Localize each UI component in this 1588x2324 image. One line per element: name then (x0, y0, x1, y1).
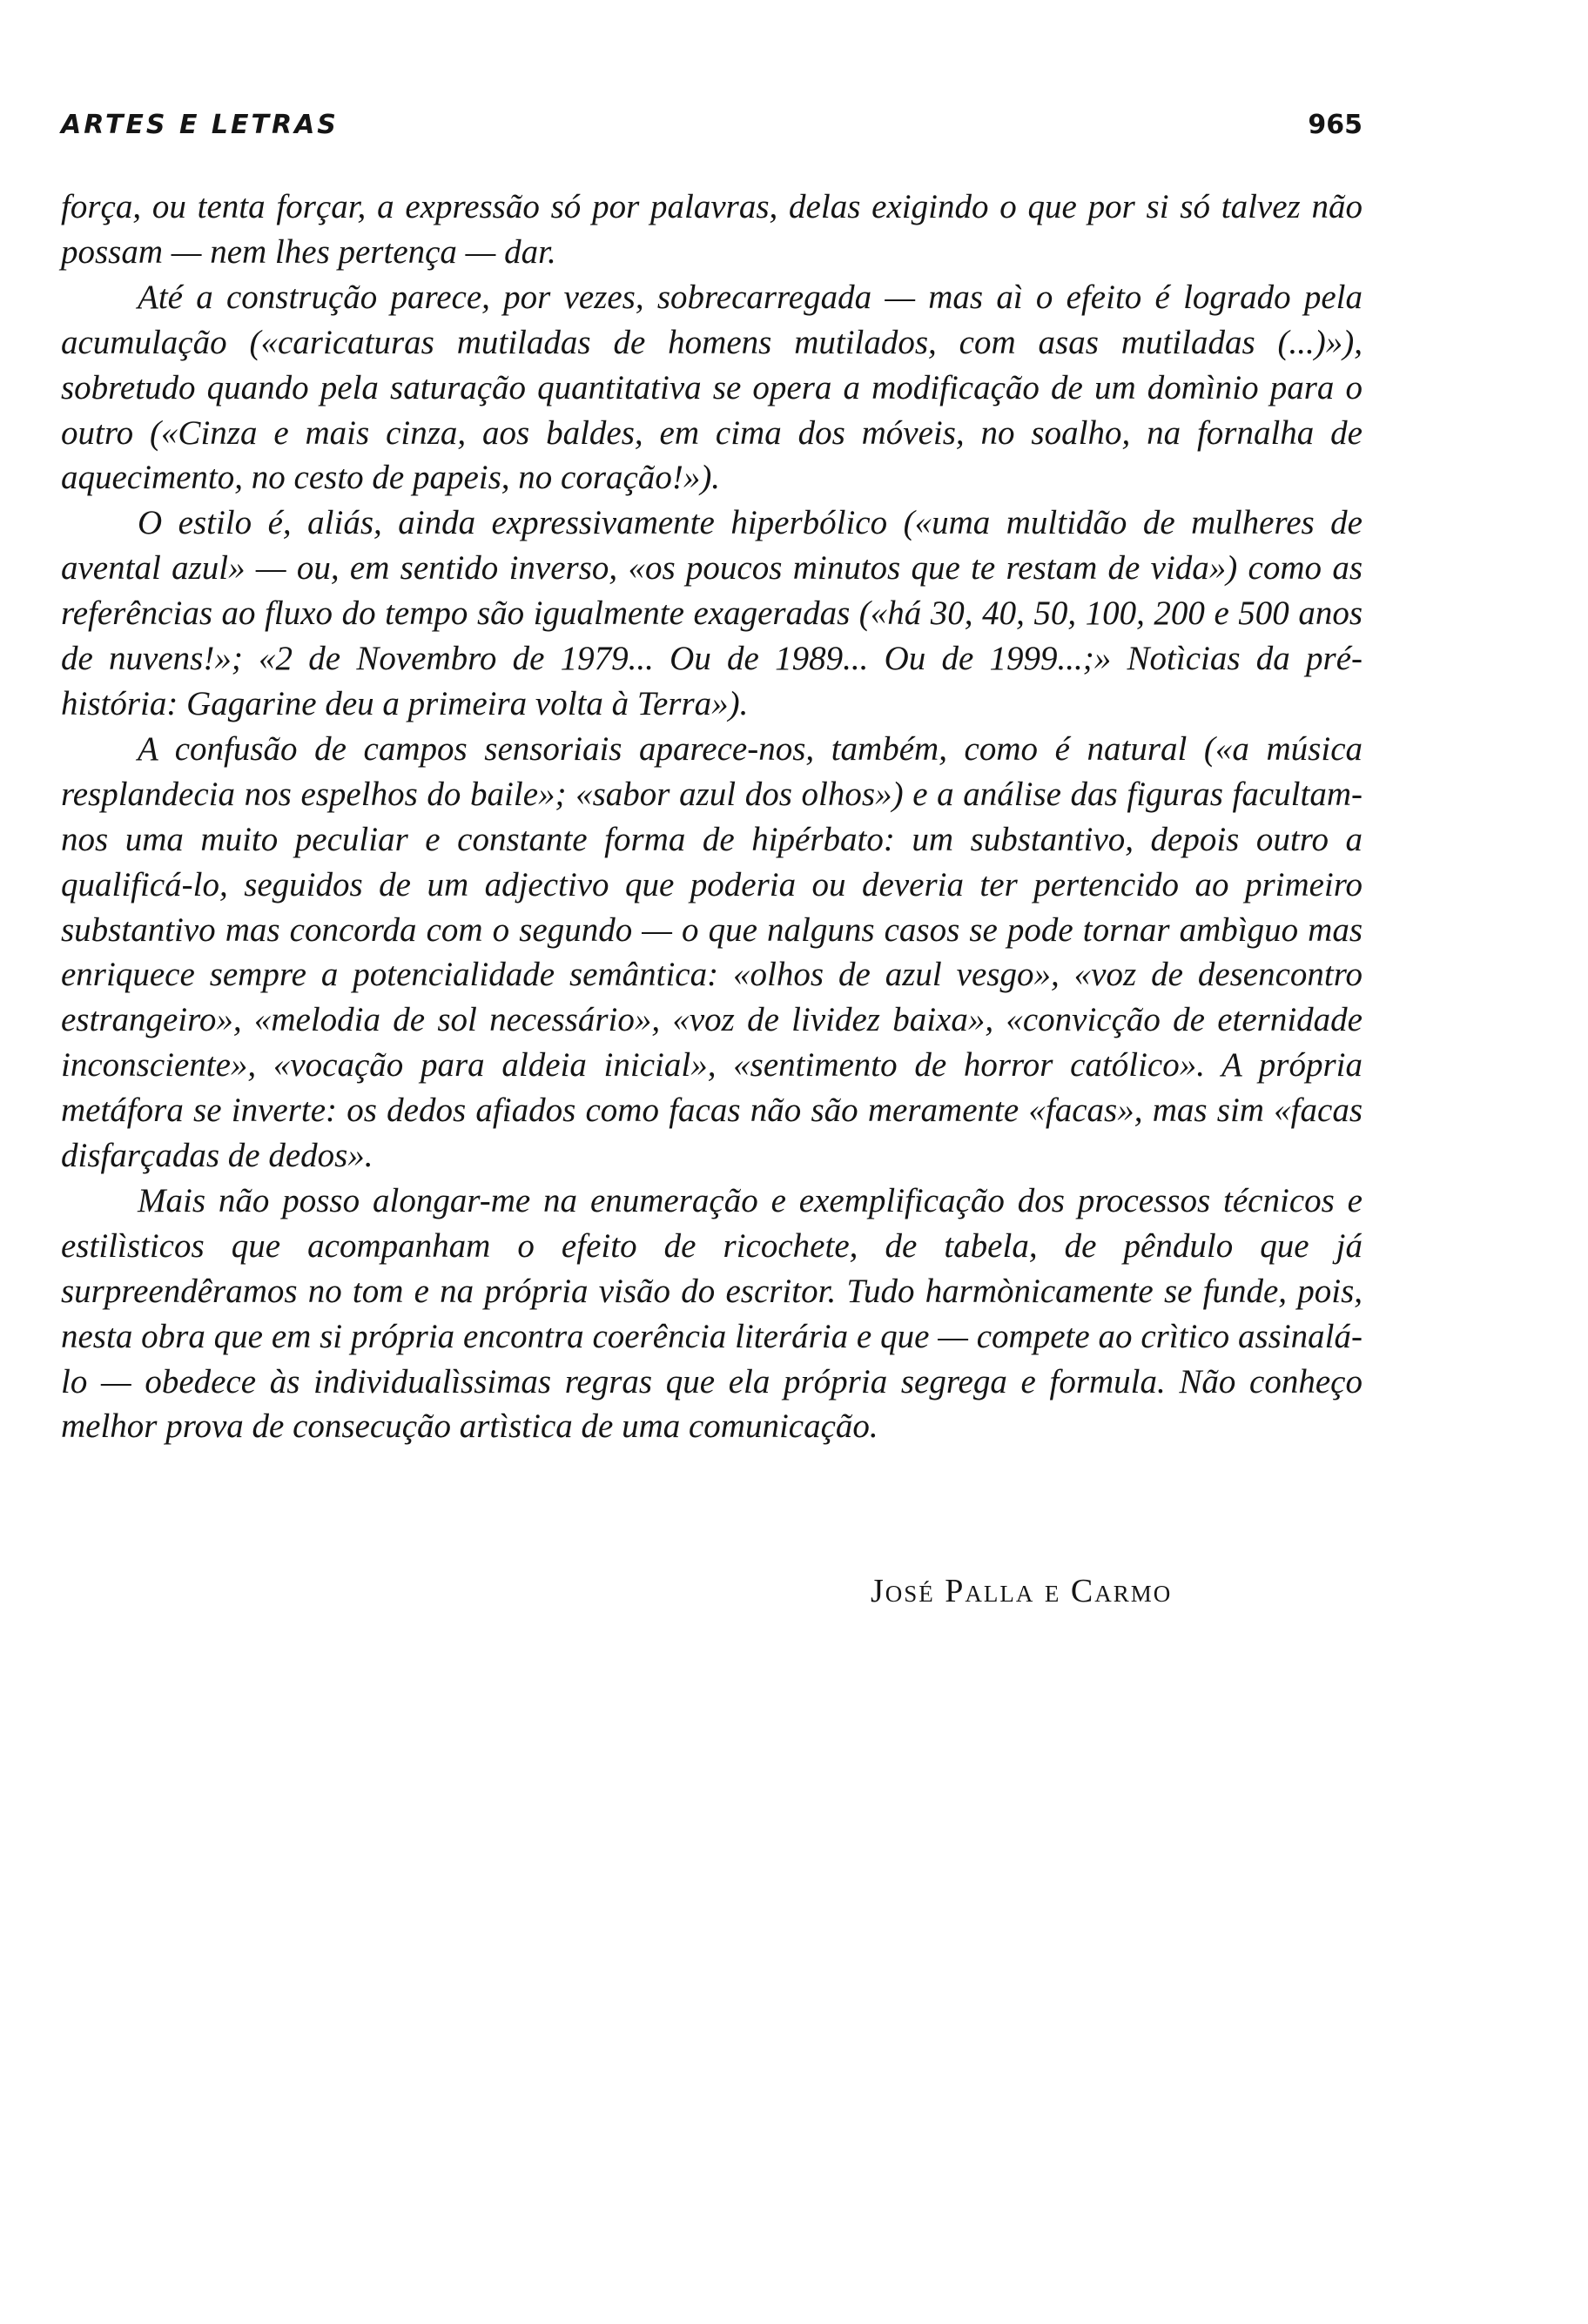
paragraph: Até a construção parece, por vezes, sobrecarregada — mas aì o efeito é logrado pela acumulação («caricaturas mutiladas de homens mutilados, com asas mutiladas (...)»), sobretudo quando pela saturação quantitativa se opera a modificação de um domìnio para o outro («Cinza e mais cinza, aos baldes, em cima dos móveis, no soalho, na fornalha de aquecimento, no cesto de papeis, no coração!»). (61, 278, 1363, 497)
running-head: ARTES E LETRAS (61, 110, 339, 140)
paragraph: A confusão de campos sensoriais aparece-nos, também, como é natural («a música resplandecia nos espelhos do baile»; «sabor azul dos olhos») e a análise das figuras facultam-nos uma muito peculiar e constante forma de hipérbato: um substantivo, depois outro a qualificá-lo, seguidos de um adjectivo que poderia ou deveria ter pertencido ao primeiro substantivo mas concorda com o segundo — o que nalguns casos se pode tornar ambìguo mas enriquece sempre a potencialidade semântica: «olhos de azul vesgo», «voz de desencontro estrangeiro», «melodia de sol necessário», «voz de lividez baixa», «convicção de eternidade inconsciente», «vocação para aldeia inicial», «sentimento de horror católico». A própria metáfora se inverte: os dedos afiados como facas não são meramente «facas», mas sim «facas disfarçadas de dedos». (61, 729, 1363, 1175)
paragraph-continuation: força, ou tenta forçar, a expressão só por palavras, delas exigindo o que por si só talvez não possam — nem lhes pertença — dar. (61, 188, 1363, 271)
paragraph: O estilo é, aliás, ainda expressivamente hiperbólico («uma multidão de mulheres de avental azul» — ou, em sentido inverso, «os poucos minutos que te restam de vida») como as referências ao fluxo do tempo são igualmente exageradas («há 30, 40, 50, 100, 200 e 500 anos de nuvens!»; «2 de Novembro de 1979... Ou de 1989... Ou de 1999...;» Notìcias da pré-história: Gagarine deu a primeira volta à Terra»). (61, 504, 1363, 722)
paragraph: Mais não posso alongar-me na enumeração e exemplificação dos processos técnicos e estilìsticos que acompanham o efeito de ricochete, de tabela, de pêndulo que já surpreendêramos no tom e na própria visão do escritor. Tudo harmònicamente se funde, pois, nesta obra que em si própria encontra coerência literária e que — compete ao crìtico assinalá-lo — obedece às individualìssimas regras que ela própria segrega e formula. Não conheço melhor prova de consecução artìstica de uma comunicação. (61, 1181, 1363, 1446)
article-body (61, 185, 1363, 1449)
author-signature: José Palla e Carmo (871, 1573, 1173, 1609)
page-number: 965 (1308, 110, 1363, 140)
page-header (61, 110, 1363, 153)
